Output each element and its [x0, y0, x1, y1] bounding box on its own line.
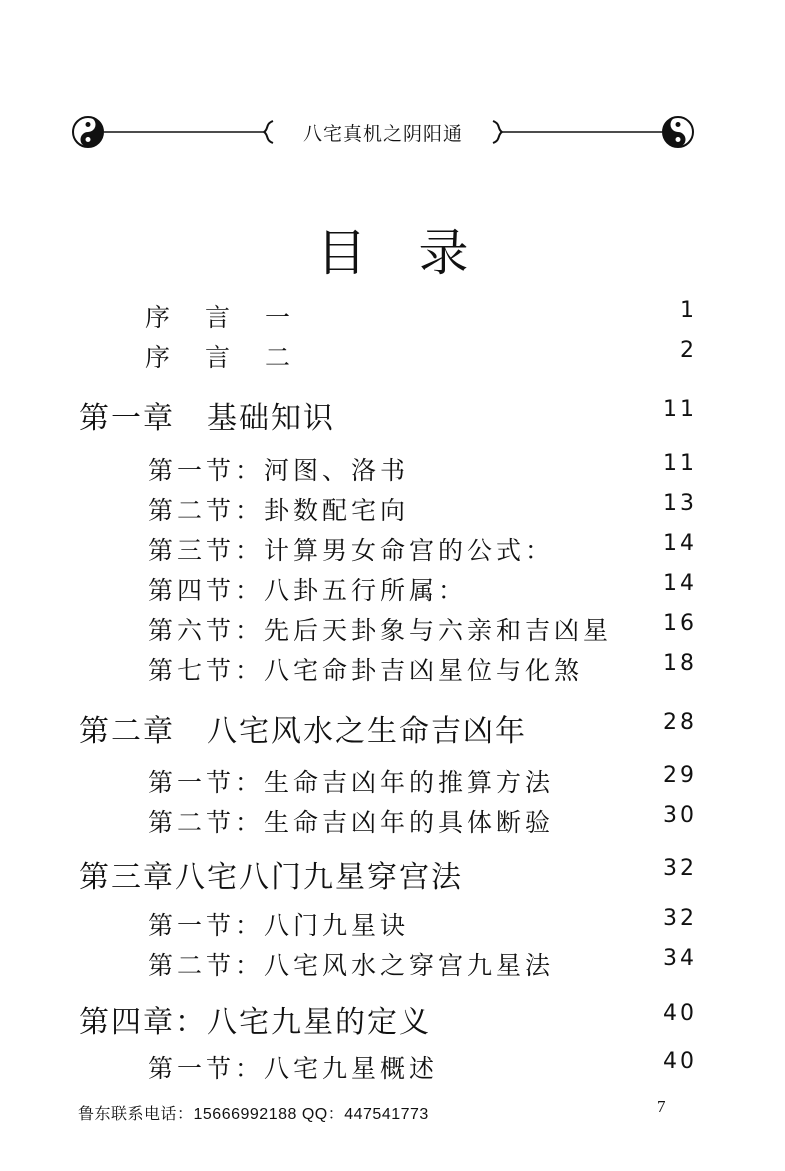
toc-section-label: 第一节：河图、洛书: [148, 456, 410, 485]
toc-page: 2: [680, 338, 697, 363]
toc-chapter-label: 第四章：八宅九星的定义: [79, 1005, 431, 1040]
toc-page: 28: [663, 710, 697, 735]
toc-section-label: 第七节：八宅命卦吉凶星位与化煞: [148, 656, 584, 685]
toc-page: 32: [663, 906, 697, 931]
toc-section: [0, 1049, 785, 1089]
toc-page: 11: [663, 451, 697, 476]
toc-section-label: 第二节：生命吉凶年的具体断验: [148, 808, 555, 837]
toc-page: 1: [680, 298, 697, 323]
toc-page: 30: [663, 803, 697, 828]
toc-page: 40: [663, 1049, 697, 1074]
toc-chapter-label: 第一章 基础知识: [79, 401, 335, 436]
toc-page: 14: [663, 571, 697, 596]
toc-section: [0, 946, 785, 986]
toc-page: 14: [663, 531, 697, 556]
toc-page: 34: [663, 946, 697, 971]
toc-page: 32: [663, 856, 697, 881]
toc-chapter-label: 第二章 八宅风水之生命吉凶年: [79, 714, 527, 749]
toc-section: [0, 491, 785, 531]
toc-section-label: 第三节：计算男女命宫的公式：: [148, 536, 555, 565]
toc-section-label: 第一节：八门九星诀: [148, 911, 410, 940]
toc-chapter-label: 第三章八宅八门九星穿宫法: [79, 860, 463, 895]
running-header: [68, 112, 698, 152]
toc-section: [0, 651, 785, 691]
toc-label: 序言一: [145, 303, 326, 332]
toc-section-label: 第一节：生命吉凶年的推算方法: [148, 768, 555, 797]
toc-page: 11: [663, 397, 697, 422]
header-title: 八宅真机之阴阳通: [302, 123, 463, 145]
toc-section: [0, 906, 785, 946]
toc-section: [0, 803, 785, 843]
toc-section: [0, 611, 785, 651]
toc-chapter-3: [0, 852, 785, 895]
toc-page: 29: [663, 763, 697, 788]
toc-chapter-2: [0, 706, 785, 749]
toc-section: [0, 531, 785, 571]
page-number: 7: [657, 1097, 666, 1116]
toc-page: 40: [663, 1001, 697, 1026]
toc-section-label: 第一节：八宅九星概述: [148, 1054, 439, 1083]
toc-section: [0, 571, 785, 611]
toc-chapter-1: [0, 393, 785, 436]
toc-page: 18: [663, 651, 697, 676]
toc-section: [0, 451, 785, 491]
toc-section-label: 第二节：八宅风水之穿宫九星法: [148, 951, 555, 980]
toc-page: 16: [663, 611, 697, 636]
toc-label: 序言二: [145, 343, 326, 372]
footer-contact: 鲁东联系电话：15666992188 QQ：447541773: [78, 1106, 429, 1123]
toc-section: [0, 763, 785, 803]
toc-chapter-4: [0, 997, 785, 1040]
toc-preface-2: [0, 338, 785, 378]
toc-section-label: 第四节：八卦五行所属：: [148, 576, 468, 605]
toc-section-label: 第六节：先后天卦象与六亲和吉凶星: [148, 616, 613, 645]
page-title: 目录: [316, 224, 521, 282]
toc-section-label: 第二节：卦数配宅向: [148, 496, 410, 525]
toc-preface-1: [0, 298, 785, 338]
toc-page: 13: [663, 491, 697, 516]
